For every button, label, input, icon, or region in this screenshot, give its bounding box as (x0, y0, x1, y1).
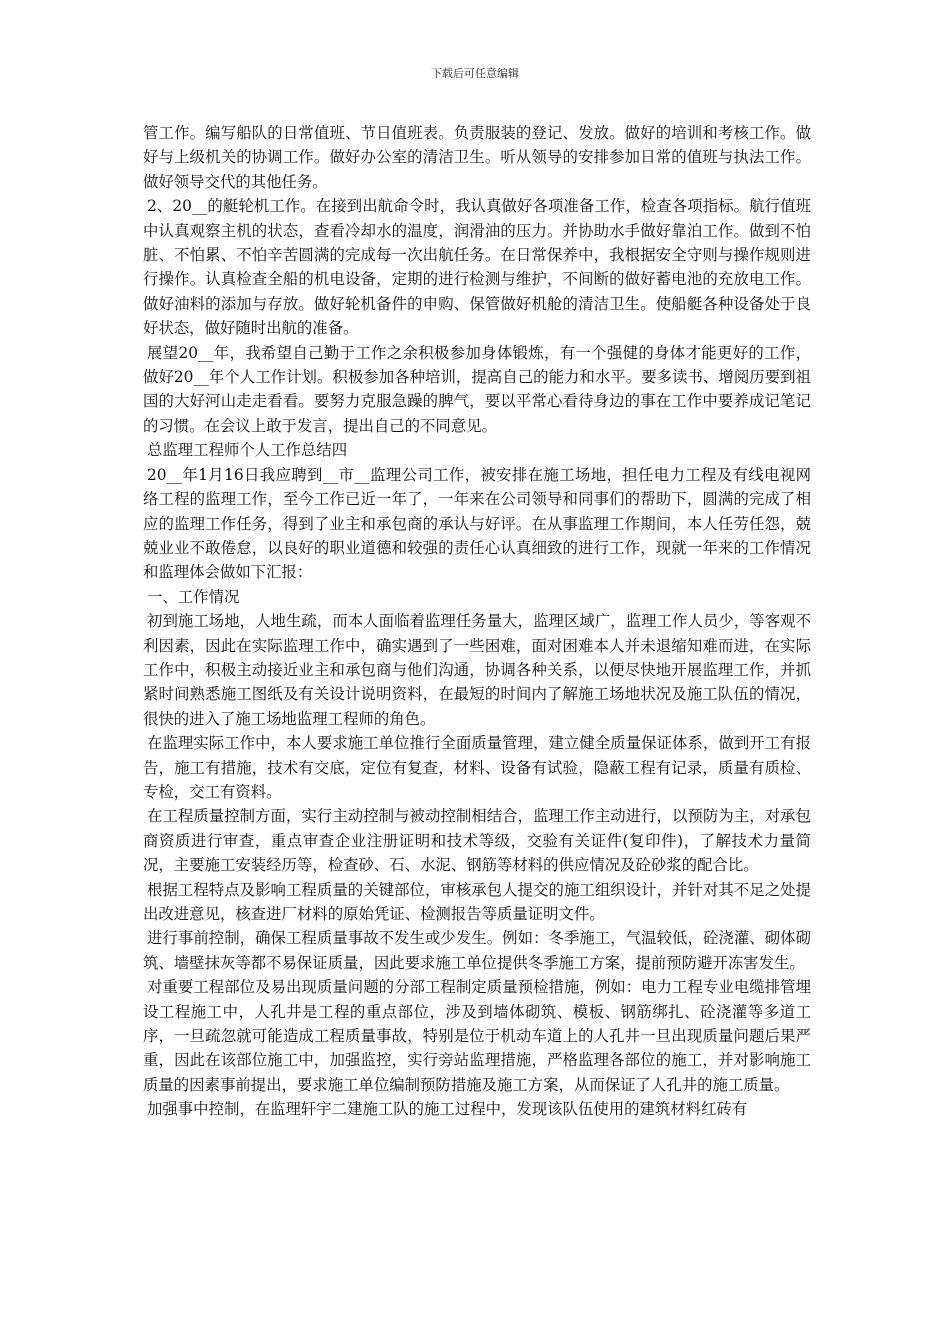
paragraph: 初到施工场地，人地生疏，而本人面临着监理任务量大，监理区域广，监理工作人员少，等客观不利因素，因此在实际监理工作中，确实遇到了一些困难，面对困难本人并未退缩知难而进，在实际工作中，积极主动接近业主和承包商与他们沟通，协调各种关系，以便尽快地开展监理工作，并抓紧时间熟悉施工图纸及有关设计说明资料，在最短的时间内了解施工场地状况及施工队伍的情况，很快的进入了施工场地监理工程师的角色。 (143, 612, 811, 728)
paragraph: 根据工程特点及影响工程质量的关键部位，审核承包人提交的施工组织设计，并针对其不足之处提出改进意见，核查进厂材料的原始凭证、检测报告等质量证明文件。 (143, 880, 811, 923)
paragraph: 对重要工程部位及易出现质量问题的分部工程制定质量预检措施，例如：电力工程专业电缆排管埋设工程施工中，人孔井是工程的重点部位，涉及到墙体砌筑、模板、钢筋绑扎、砼浇灌等多道工序，一旦疏忽就可能造成工程质量事故，特别是位于机动车道上的人孔井一旦出现质量问题后果严重，因此在该部位施工中，加强监控，实行旁站监理措施，严格监理各部位的施工，并对影响施工质量的因素事前提出，要求施工单位编制预防措施及施工方案，从而保证了人孔井的施工质量。 (143, 978, 811, 1094)
paragraph: 展望20__年，我希望自己勤于工作之余积极参加身体锻炼，有一个强健的身体才能更好的工作，做好20__年个人工作计划。积极参加各种培训，提高自己的能力和水平。要多读书、增阅历要到祖国的大好河山走走看看。要努力克服急躁的脾气，要以平常心看待身边的事在工作中要养成记笔记的习惯。在会议上敢于发言，提出自己的不同意见。 (143, 343, 811, 435)
subsection-heading: 一、工作情况 (147, 587, 240, 606)
paragraph: 加强事中控制，在监理轩宇二建施工队的施工过程中，发现该队伍使用的建筑材料红砖有 (147, 1100, 748, 1119)
paragraph: 20__年1月16日我应聘到__市__监理公司工作，被安排在施工场地，担任电力工程及有线电视网络工程的监理工作，至今工作已近一年了，一年来在公司领导和同事们的帮助下，圆满的完成了相应的监理工作任务，得到了业主和承包商的承认与好评。在从事监理工作期间，本人任劳任怨，兢兢业业不敢倦怠，以良好的职业道德和较强的责任心认真细致的进行工作，现就一年来的工作情况和监理体会做如下汇报： (143, 465, 811, 582)
paragraph: 在工程质量控制方面，实行主动控制与被动控制相结合，监理工作主动进行，以预防为主，对承包商资质进行审查，重点审查企业注册证明和技术等级，交验有关证件(复印件)，了解技术力量简况，主要施工安装经历等，检查砂、石、水泥、钢筋等材料的供应情况及砼砂浆的配合比。 (143, 807, 811, 875)
paragraph: 进行事前控制，确保工程质量事故不发生或少发生。例如：冬季施工，气温较低，砼浇灌、砌体砌筑、墙壁抹灰等都不易保证质量，因此要求施工单位提供冬季施工方案，提前预防避开冻害发生。 (143, 929, 811, 972)
section-heading: 总监理工程师个人工作总结四 (147, 441, 348, 460)
paragraph: 管工作。编写船队的日常值班、节日值班表。负责服装的登记、发放。做好的培训和考核工作。做好与上级机关的协调工作。做好办公室的清洁卫生。听从领导的安排参加日常的值班与执法工作。做好领导交代的其他任务。 (143, 124, 811, 191)
document-body (143, 121, 811, 1122)
paragraph: 在监理实际工作中，本人要求施工单位推行全面质量管理，建立健全质量保证体系，做到开工有报告，施工有措施，技术有交底，定位有复查，材料、设备有试验，隐蔽工程有记录，质量有质检、专检，交工有资料。 (143, 734, 811, 801)
page-header: 下载后可任意编辑 (431, 67, 519, 80)
paragraph: 2、20__的艇轮机工作。在接到出航命令时，我认真做好各项准备工作，检查各项指标。航行值班中认真观察主机的状态，查看冷却水的温度，润滑油的压力。并协助水手做好靠泊工作。做到不怕脏、不怕累、不怕辛苦圆满的完成每一次出航任务。在日常保养中，我根据安全守则与操作规则进行操作。认真检查全船的机电设备，定期的进行检测与维护，不间断的做好蓄电池的充放电工作。做好油料的添加与存放。做好轮机备件的申购、保管做好机舱的清洁卫生。使船艇各种设备处于良好状态，做好随时出航的准备。 (143, 197, 811, 338)
